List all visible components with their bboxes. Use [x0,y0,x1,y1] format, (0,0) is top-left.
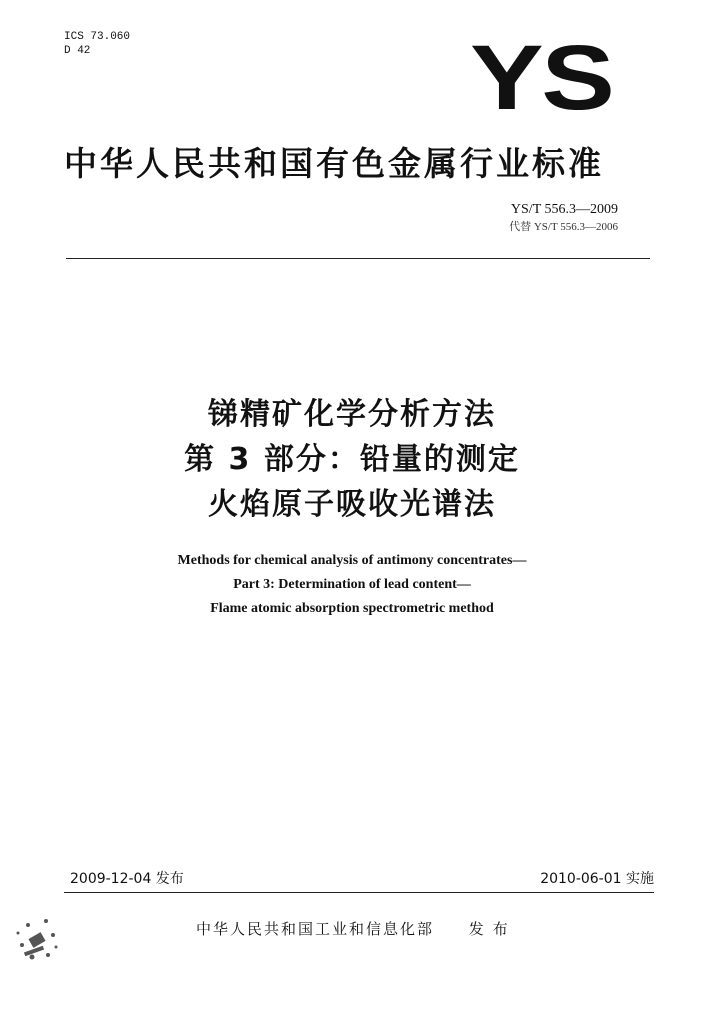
issue-date: 2009-12-04 发布 [70,871,184,887]
standard-name: 中华人民共和国有色金属行业标准 [64,144,604,183]
header-divider [66,258,650,259]
title-en-line-1: Methods for chemical analysis of antimony concentrates— [177,553,527,568]
issue-label: 发 布 [468,920,510,938]
implement-date: 2010-06-01 实施 [540,871,654,887]
title-cn-line-3: 火焰原子吸收光谱法 [208,487,496,522]
issuer [196,918,510,939]
ccs-code: D 42 [64,45,91,57]
stamp-icon [8,905,68,975]
footer-divider [64,892,654,893]
issuer-name: 中华人民共和国工业和信息化部 [196,920,435,938]
standard-number: YS/T 556.3—2009 [510,202,618,217]
classification-codes [64,30,130,58]
title-cn-line-2: 第 3 部分：铅量的测定 [184,442,520,477]
replaces-note: 代替 YS/T 556.3—2006 [509,221,618,233]
title-cn-line-1: 锑精矿化学分析方法 [208,397,496,432]
title-en-line-3: Flame atomic absorption spectrometric method [210,601,494,616]
ys-logo: YS [470,27,613,129]
ics-code: ICS 73.060 [64,31,131,43]
title-en-line-2: Part 3: Determination of lead content— [233,577,471,592]
